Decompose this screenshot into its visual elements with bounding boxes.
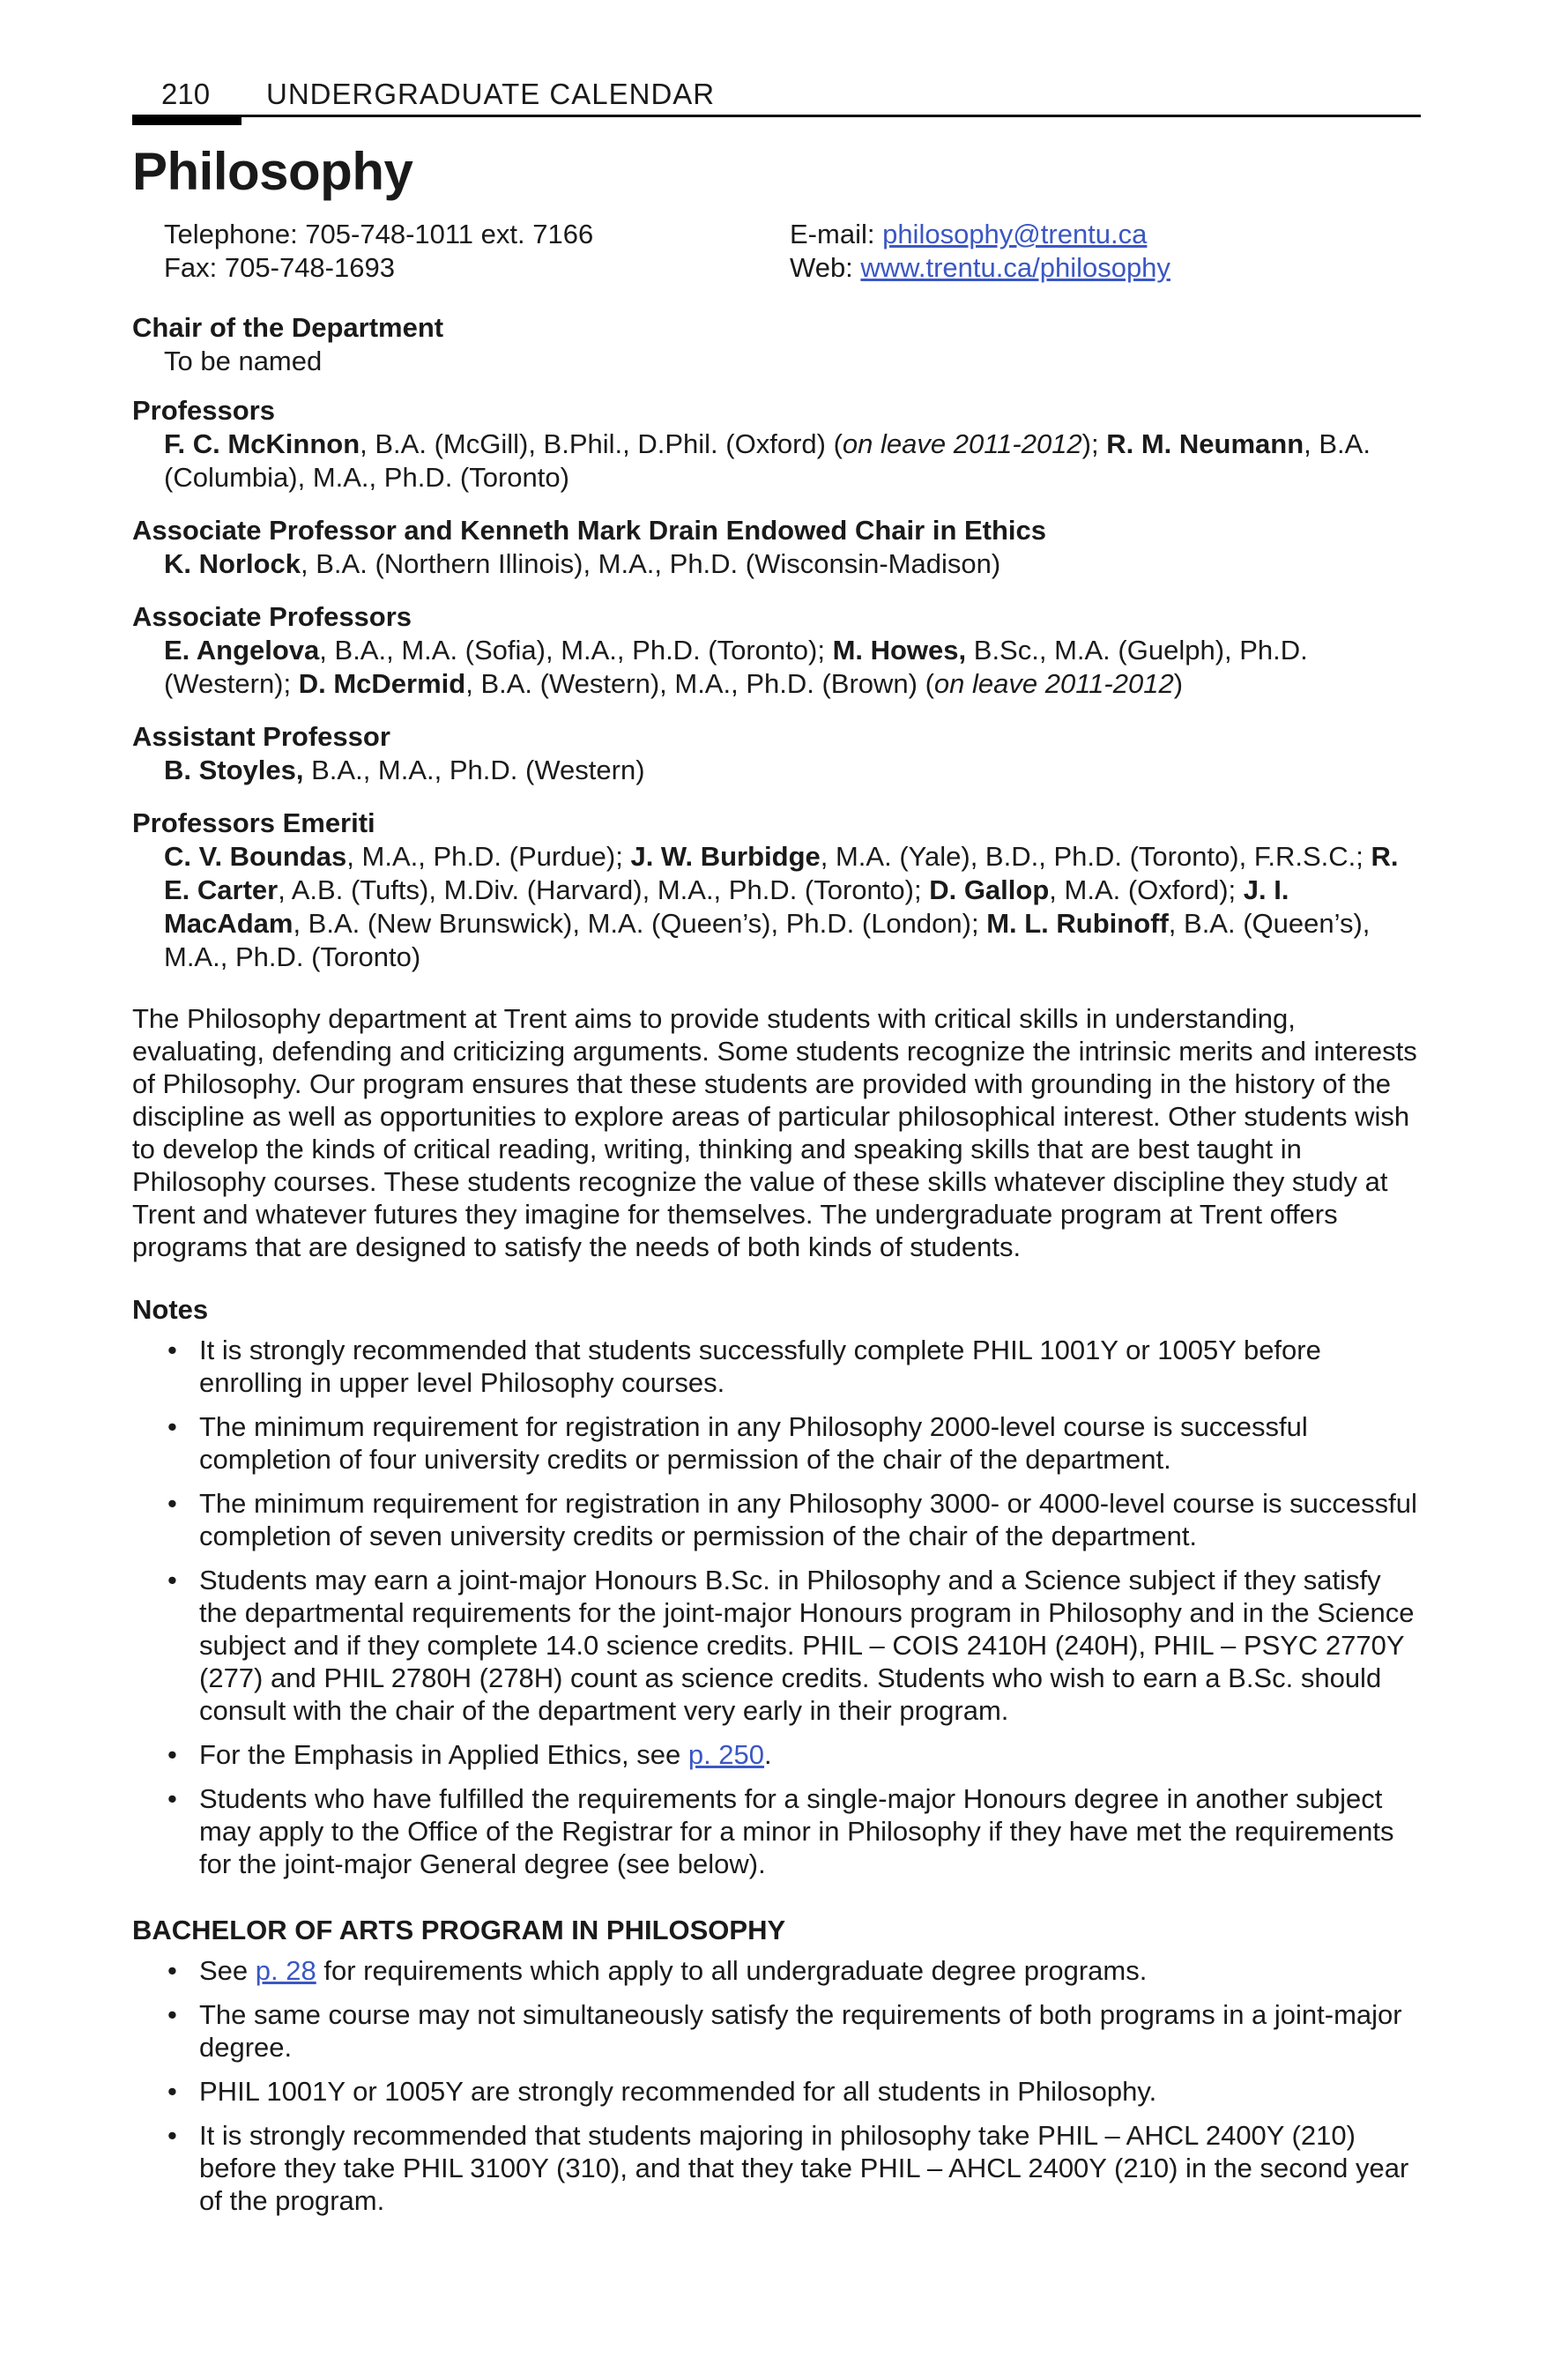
- faculty-name: D. Gallop: [929, 874, 1050, 905]
- item-text: It is strongly recommended that students successfully complete PHIL 1001Y or 1005Y before enrolling in upper level Philosophy courses.: [199, 1335, 1321, 1398]
- list-item: [164, 1410, 1421, 1476]
- faculty-members: [132, 840, 1421, 974]
- item-text: Students may earn a joint-major Honours B.Sc. in Philosophy and a Science subject if they satisfy the departmental requirements for the joint-major Honours program in Philosophy and in the Science subject and if they complete 14.0 science credits. PHIL – COIS 2410H (240H), PHIL – PSYC 2770Y (277) and PHIL 2780H (278H) count as science credits. Students who wish to earn a B.Sc. should consult with the chair of the department very early in their program.: [199, 1565, 1415, 1726]
- bullet-icon: •: [167, 2076, 177, 2107]
- leave-note: on leave 2011-2012: [933, 668, 1174, 699]
- web-label: Web:: [790, 252, 861, 283]
- item-text: PHIL 1001Y or 1005Y are strongly recommended for all students in Philosophy.: [199, 2076, 1157, 2107]
- faculty-list: [132, 394, 1421, 974]
- email-line: [790, 218, 1421, 251]
- faculty-credentials: , M.A. (Yale), B.D., Ph.D. (Toronto), F.R.S.C.;: [820, 841, 1371, 872]
- faculty-heading: Professors Emeriti: [132, 807, 375, 838]
- bullet-icon: •: [167, 1999, 177, 2030]
- list-item: [164, 1998, 1421, 2064]
- faculty-credentials: B.A., M.A., Ph.D. (Western): [303, 755, 645, 785]
- faculty-name: R. E. Carter: [164, 841, 1399, 905]
- faculty-members: [132, 634, 1421, 701]
- item-text: See: [199, 1955, 256, 1986]
- faculty-credentials: , B.A. (Northern Illinois), M.A., Ph.D. (Wisconsin-Madison): [301, 548, 1001, 579]
- intro-paragraph: The Philosophy department at Trent aims to provide students with critical skills in understanding, evaluating, defending and criticizing arguments. Some students recognize the intrinsic merits and interests of Philosophy. Our program ensures that these students are provided with grounding in the history of the discipline as well as opportunities to explore areas of particular philosophical interest. Other students wish to develop the kinds of critical reading, writing, thinking and speaking skills that are best taught in Philosophy courses. These students recognize the value of these skills whatever discipline they study at Trent and whatever futures they imagine for themselves. The undergraduate program at Trent offers programs that are designed to satisfy the needs of both kinds of students.: [132, 1003, 1417, 1262]
- list-item: [164, 1487, 1421, 1552]
- faculty-heading: Associate Professor and Kenneth Mark Drain Endowed Chair in Ethics: [132, 515, 1047, 546]
- bullet-icon: •: [167, 1488, 177, 1519]
- faculty-group: [132, 720, 1421, 787]
- page-link[interactable]: p. 250: [687, 1739, 765, 1770]
- faculty-name: M. L. Rubinoff: [986, 908, 1169, 939]
- web-link[interactable]: www.trentu.ca/philosophy: [860, 252, 1170, 283]
- faculty-credentials: , B.A. (McGill), B.Phil., D.Phil. (Oxford) (: [360, 428, 843, 459]
- bullet-icon: •: [167, 2120, 177, 2151]
- faculty-members: [132, 428, 1421, 495]
- faculty-credentials: B.Sc., M.A. (Guelph), Ph.D. (Western);: [164, 635, 1308, 699]
- page-number: 210: [161, 78, 211, 110]
- list-item: [164, 1564, 1421, 1727]
- faculty-punctuation: );: [1081, 428, 1107, 459]
- faculty-credentials: , B.A., M.A. (Sofia), M.A., Ph.D. (Toronto);: [319, 635, 833, 666]
- bullet-icon: •: [167, 1739, 177, 1770]
- faculty-credentials: , M.A., Ph.D. (Purdue);: [346, 841, 631, 872]
- item-text: The minimum requirement for registration in any Philosophy 3000- or 4000-level course is successful completion of seven university credits or permission of the chair of the department.: [199, 1488, 1417, 1551]
- email-link[interactable]: philosophy@trentu.ca: [882, 219, 1148, 249]
- item-text: The minimum requirement for registration in any Philosophy 2000-level course is successful completion of four university credits or permission of the chair of the department.: [199, 1411, 1308, 1475]
- item-text: The same course may not simultaneously satisfy the requirements of both programs in a joint-major degree.: [199, 1999, 1402, 2063]
- contact-block: [132, 218, 1421, 285]
- faculty-members: [132, 754, 1421, 787]
- item-text-after: for requirements which apply to all undergraduate degree programs.: [316, 1955, 1148, 1986]
- header-rule-bar: [132, 115, 241, 125]
- leave-note: on leave 2011-2012: [842, 428, 1082, 459]
- bullet-icon: •: [167, 1565, 177, 1595]
- list-item: [164, 1738, 1421, 1771]
- faculty-name: C. V. Boundas: [164, 841, 347, 872]
- faculty-name: R. M. Neumann: [1106, 428, 1304, 459]
- faculty-punctuation: ): [1173, 668, 1184, 699]
- faculty-heading: Assistant Professor: [132, 721, 390, 752]
- faculty-credentials: , M.A. (Oxford);: [1049, 874, 1244, 905]
- faculty-name: F. C. McKinnon: [164, 428, 360, 459]
- bullet-icon: •: [167, 1335, 177, 1365]
- list-item: [164, 2075, 1421, 2108]
- calendar-page: [132, 78, 1421, 2228]
- item-text: For the Emphasis in Applied Ethics, see: [199, 1739, 688, 1770]
- email-label: E-mail:: [790, 219, 883, 249]
- list-item: [164, 1954, 1421, 1987]
- faculty-group: [132, 394, 1421, 495]
- item-text-after: .: [764, 1739, 772, 1770]
- chair-name: To be named: [164, 346, 323, 376]
- bullet-icon: •: [167, 1783, 177, 1814]
- faculty-heading: Professors: [132, 395, 275, 426]
- list-item: [164, 1782, 1421, 1880]
- item-text: Students who have fulfilled the requirements for a single-major Honours degree in another subject may apply to the Office of the Registrar for a minor in Philosophy if they have met the requirements for the joint-major General degree (see below).: [199, 1783, 1394, 1879]
- chair-heading: Chair of the Department: [132, 312, 444, 343]
- faculty-credentials: , B.A. (Queen’s), M.A., Ph.D. (Toronto): [164, 908, 1371, 972]
- faculty-credentials: , B.A. (Western), M.A., Ph.D. (Brown) (: [465, 668, 934, 699]
- calendar-title: UNDERGRADUATE CALENDAR: [266, 78, 716, 110]
- bullet-icon: •: [167, 1955, 177, 1986]
- faculty-name: B. Stoyles,: [164, 755, 304, 785]
- faculty-name: M. Howes,: [832, 635, 967, 666]
- notes-list: [132, 1334, 1421, 1880]
- faculty-name: J. W. Burbidge: [630, 841, 821, 872]
- page-link[interactable]: p. 28: [255, 1955, 316, 1986]
- faculty-group: [132, 807, 1421, 974]
- faculty-members: [132, 547, 1421, 581]
- telephone: Telephone: 705-748-1011 ext. 7166: [164, 219, 594, 249]
- web-line: [790, 251, 1421, 285]
- faculty-name: K. Norlock: [164, 548, 301, 579]
- faculty-name: D. McDermid: [298, 668, 466, 699]
- faculty-name: E. Angelova: [164, 635, 320, 666]
- header-rule: [132, 115, 1421, 127]
- page-title: Philosophy: [132, 142, 413, 201]
- faculty-heading: Associate Professors: [132, 601, 412, 632]
- item-text: It is strongly recommended that students majoring in philosophy take PHIL – AHCL 2400Y (210) before they take PHIL 3100Y (310), and that they take PHIL – AHCL 2400Y (210) in the second year of the program.: [199, 2120, 1409, 2216]
- list-item: [164, 1334, 1421, 1399]
- faculty-credentials: , B.A. (New Brunswick), M.A. (Queen’s), Ph.D. (London);: [293, 908, 987, 939]
- faculty-name: J. I. MacAdam: [164, 874, 1289, 939]
- ba-program-list: [132, 1954, 1421, 2217]
- faculty-group: [132, 600, 1421, 701]
- running-header: [132, 78, 1421, 115]
- notes-heading: Notes: [132, 1294, 209, 1325]
- header-rule-line: [132, 115, 1421, 117]
- faculty-credentials: , B.A. (Columbia), M.A., Ph.D. (Toronto): [164, 428, 1371, 493]
- fax: Fax: 705-748-1693: [164, 252, 395, 283]
- bullet-icon: •: [167, 1411, 177, 1442]
- faculty-group: [132, 514, 1421, 581]
- ba-program-heading: BACHELOR OF ARTS PROGRAM IN PHILOSOPHY: [132, 1915, 786, 1945]
- list-item: [164, 2119, 1421, 2217]
- faculty-credentials: , A.B. (Tufts), M.Div. (Harvard), M.A., Ph.D. (Toronto);: [278, 874, 930, 905]
